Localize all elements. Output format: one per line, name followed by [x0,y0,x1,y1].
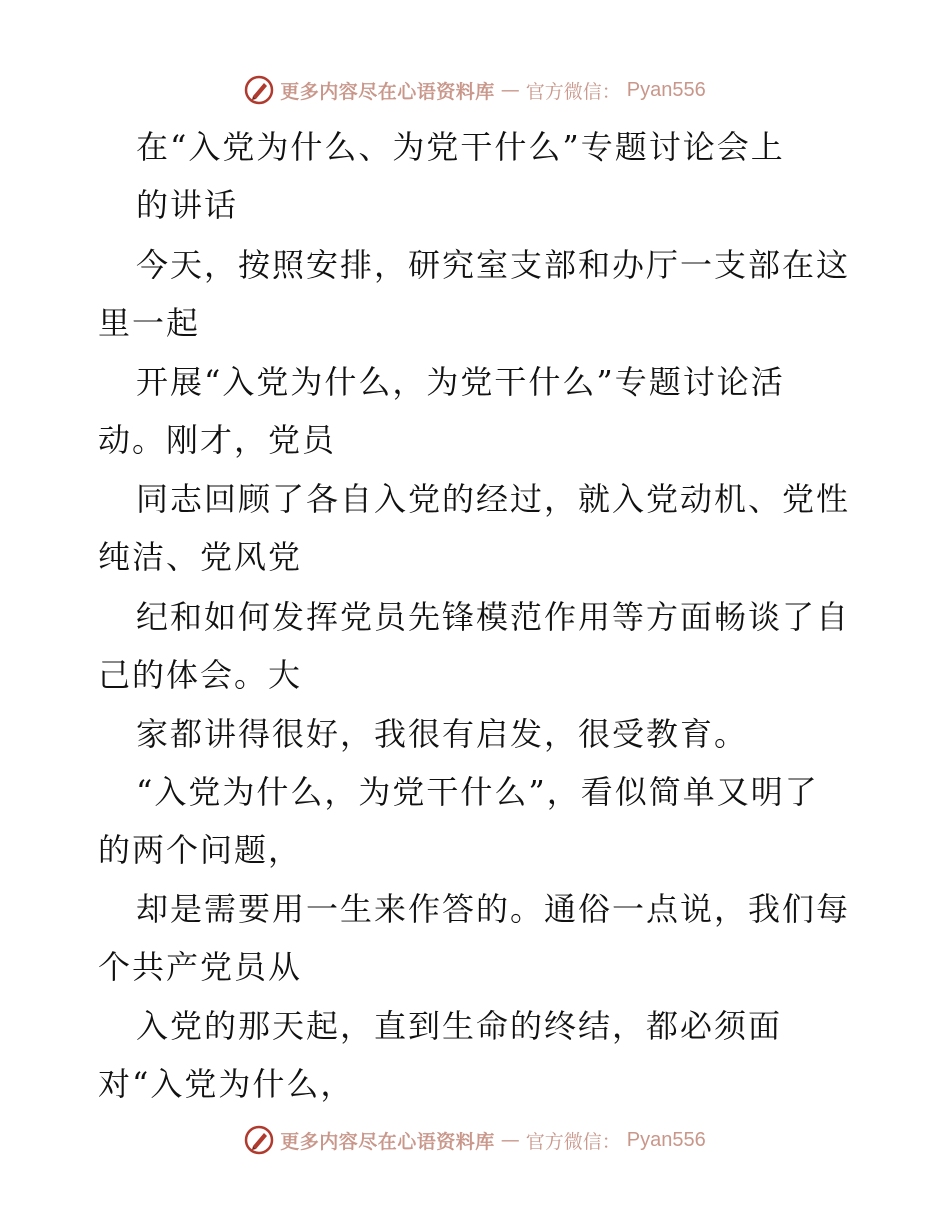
body-line: 纪和如何发挥党员先锋模范作用等方面畅谈了自 [136,598,851,636]
body-line: 入党的那天起，直到生命的终结，都必须面 [136,1007,783,1045]
body-line: 个共产党员从 [98,948,303,986]
watermark-main-text: 更多内容尽在心语资料库 [280,80,495,103]
watermark-wechat-label: 官方微信： [525,80,621,103]
body-line: 开展“入党为什么，为党干什么”专题讨论活 [136,363,785,401]
body-line: 的两个问题， [98,831,303,869]
footer-watermark-banner [0,1120,950,1160]
body-line: 在“入党为什么、为党干什么”专题讨论会上 [136,128,785,166]
watermark-main-text: 更多内容尽在心语资料库 [280,1130,495,1153]
body-line: 里一起 [98,304,201,342]
body-line: 家都讲得很好，我很有启发，很受教育。 [136,715,749,753]
header-watermark-banner [0,70,950,110]
body-line: 的讲话 [136,186,239,224]
body-line: 己的体会。大 [98,656,303,694]
body-line: 动。刚才，党员 [98,421,337,459]
red-pen-circle-logo-icon [244,75,274,105]
watermark-separator: — [500,79,520,101]
watermark-wechat-account: Pyan556 [626,78,706,101]
body-line: 却是需要用一生来作答的。通俗一点说，我们每 [136,890,851,928]
watermark-separator: — [500,1129,520,1151]
watermark-wechat-label: 官方微信： [525,1130,621,1153]
body-line: 同志回顾了各自入党的经过，就入党动机、党性 [136,480,851,518]
watermark-wechat-account: Pyan556 [626,1128,706,1151]
red-pen-circle-logo-icon [244,1125,274,1155]
body-line: “入党为什么，为党干什么”，看似简单又明了 [136,773,819,811]
body-line: 纯洁、党风党 [98,538,303,576]
body-line: 今天，按照安排，研究室支部和办厅一支部在这 [136,246,851,284]
body-line: 对“入党为什么， [98,1065,355,1103]
